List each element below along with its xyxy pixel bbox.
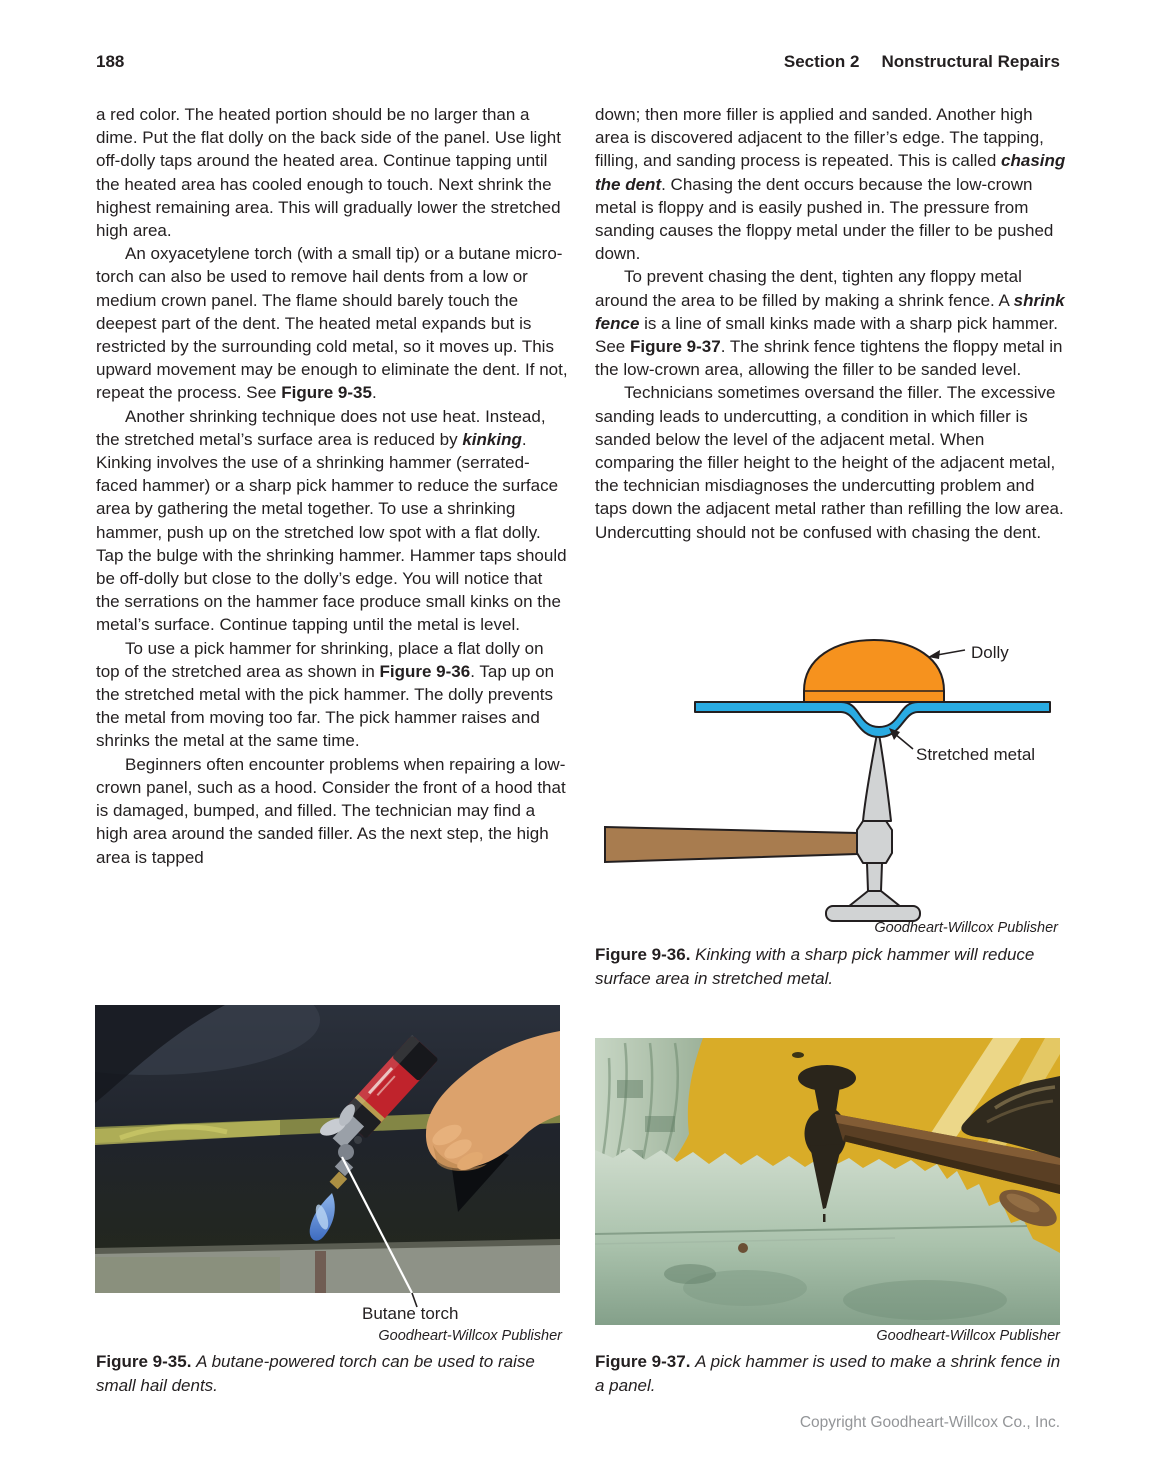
body-text-segment: To prevent chasing the dent, tighten any floppy metal around the area to be filled by making a shrink fence. A	[595, 267, 1022, 310]
sand-shade	[843, 1280, 1007, 1320]
hammer-flare	[848, 891, 901, 907]
dolly-label: Dolly	[971, 643, 1009, 662]
paragraph	[96, 753, 568, 869]
fig37-caption	[595, 1350, 1065, 1397]
body-text-segment: Beginners often encounter problems when repairing a low-crown panel, such as a hood. Consider the front of a hood that is damaged, bumped, and filled. The technician may find a high area around the sanded filler. As the next step, the high area is tapped	[96, 754, 566, 867]
paragraph	[96, 242, 568, 404]
fig37-credit: Goodheart-Willcox Publisher	[876, 1328, 1060, 1344]
hammer-face	[826, 906, 920, 921]
body-text-segment: Figure 9-35	[281, 383, 372, 403]
stretched-metal-label: Stretched metal	[916, 745, 1036, 764]
fig36-caption-label: Figure 9-36.	[595, 945, 691, 964]
paragraph	[96, 405, 568, 637]
fig37-caption-label: Figure 9-37.	[595, 1352, 691, 1371]
fig35-caption	[96, 1350, 568, 1397]
body-text-segment: Figure 9-36	[379, 661, 471, 681]
hammer-handle	[605, 827, 857, 862]
body-text-segment: Another shrinking technique does not use heat. Instead, the stretched metal’s surface area is reduced by	[96, 406, 546, 449]
fig35-caption-label: Figure 9-35.	[96, 1352, 192, 1371]
paragraph	[96, 637, 568, 753]
figure-9-37-photo	[595, 1038, 1060, 1325]
spike-reflection	[823, 1214, 826, 1222]
dolly-leader	[937, 650, 965, 655]
left-column	[96, 103, 568, 869]
fig36-credit: Goodheart-Willcox Publisher	[874, 920, 1058, 936]
paragraph	[595, 103, 1067, 265]
sand-patch	[617, 1080, 643, 1098]
body-text-segment: . Chasing the dent occurs because the low-crown metal is floppy and is easily pushed in. The pressure from sanding causes the floppy metal under the filler to be pushed down.	[595, 174, 1054, 264]
fig36-caption-text: Kinking with a sharp pick hammer will reduce surface area in stretched metal.	[595, 945, 1035, 988]
body-text-segment: kinking	[462, 429, 522, 449]
sand-shade	[664, 1264, 716, 1284]
paragraph	[595, 265, 1067, 381]
body-text-segment: . Kinking involves the use of a shrinking hammer (serrated-faced hammer) or a sharp pick hammer to reduce the surface area by gathering the metal together. To use a shrinking hammer, push up on the stretched low spot with a flat dolly. Tap the bulge with the shrinking hammer. Hammer taps should be off-dolly but close to the dolly’s edge. You will notice that the serrations on the hammer face produce small kinks on the metal’s surface. Continue tapping until the metal is level.	[96, 429, 567, 635]
section-title: Nonstructural Repairs	[881, 52, 1060, 71]
body-text-segment: shrink fence	[595, 290, 1065, 333]
fig37-caption-text: A pick hammer is used to make a shrink fence in a panel.	[595, 1352, 1061, 1395]
bench-tint	[95, 1257, 280, 1293]
paragraph	[96, 103, 568, 242]
section-number: Section 2	[783, 52, 860, 71]
body-text-segment: chasing the dent	[595, 151, 1066, 194]
pick-spike	[863, 728, 891, 821]
sand-patch	[645, 1116, 675, 1132]
body-text-segment: .	[371, 383, 377, 403]
body-text-segment: is a line of small kinks made with a sharp pick hammer. See	[595, 313, 1058, 357]
body-text-segment: a red color. The heated portion should be no larger than a dime. Put the flat dolly on the back side of the panel. Use light off-dolly taps around the heated area. Continue tapping until the heated area has cooled enough to touch. Next shrink the highest remaining area. This will gradually lower the stretched high area.	[96, 105, 561, 241]
dolly-shape	[804, 640, 944, 702]
rust-dot	[738, 1243, 748, 1253]
page-number: 188	[96, 52, 125, 71]
body-text-segment: Figure 9-37	[629, 337, 721, 357]
paragraph	[595, 381, 1067, 543]
copyright-notice: Copyright Goodheart-Willcox Co., Inc.	[799, 1414, 1060, 1431]
figure-9-36-diagram	[595, 625, 1060, 925]
hammer-shaft	[867, 863, 882, 891]
stretched-leader	[895, 734, 913, 749]
hammer-head	[857, 821, 892, 863]
fig36-caption	[595, 943, 1065, 990]
body-text-segment: . Tap up on the stretched metal with the pick hammer. The dolly prevents the metal from moving too far. The pick hammer raises and shrinks the metal at the same time.	[96, 661, 555, 751]
body-text-segment: An oxyacetylene torch (with a small tip) or a butane micro-torch can also be used to remove hail dents from a low or medium crown panel. The flame should barely touch the deepest part of the dent. The heated metal expands but is restricted by the surrounding cold metal, so it moves up. This upward movement may be enough to eliminate the dent. If not, repeat the process. See	[96, 244, 568, 403]
running-head	[400, 52, 1060, 72]
body-text-segment: Technicians sometimes oversand the filler. The excessive sanding leads to undercutting, a condition in which filler is sanded below the level of the adjacent metal. When comparing the filler height to the height of the adjacent metal, the technician misdiagnoses the undercutting problem and taps down the adjacent metal rather than refilling the low area. Undercutting should not be confused with chasing the dent.	[595, 383, 1064, 542]
figure-9-35-photo	[95, 1005, 560, 1310]
fig35-caption-text: A butane-powered torch can be used to raise small hail dents.	[96, 1352, 535, 1395]
panel-speck	[792, 1052, 804, 1058]
fig35-credit: Goodheart-Willcox Publisher	[378, 1328, 562, 1344]
body-text-segment: down; then more filler is applied and sanded. Another high area is discovered adjacent to the filler’s edge. The tapping, filling, and sanding process is repeated. This is called	[595, 105, 1044, 171]
stretched-metal-panel	[695, 702, 1050, 737]
right-column	[595, 103, 1067, 544]
butane-torch-label: Butane torch	[362, 1304, 459, 1323]
body-text-segment: To use a pick hammer for shrinking, place a flat dolly on top of the stretched area as shown in	[96, 638, 544, 681]
bench-post	[315, 1251, 326, 1293]
body-text-segment: . The shrink fence tightens the floppy metal in the low-crown area, allowing the filler to be sanded level.	[595, 337, 1063, 380]
